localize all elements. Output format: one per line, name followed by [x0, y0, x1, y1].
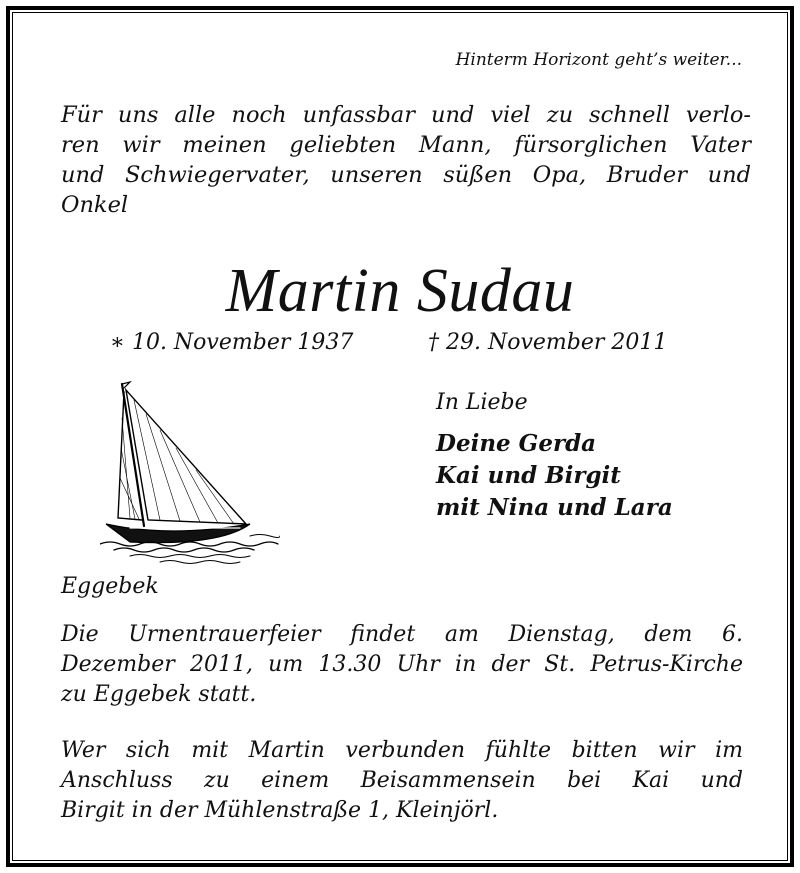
birth-date: ∗ 10. November 1937 [110, 330, 354, 355]
gathering-text [61, 736, 743, 826]
place-name: Eggebek [61, 574, 159, 599]
service-line: Dezember 2011, um 13.30 Uhr in der St. Petrus-Kirche [61, 652, 743, 677]
service-line: zu Eggebek statt. [61, 682, 257, 707]
deceased-name: Martin Sudau [225, 257, 575, 325]
intro-line: ren wir meinen geliebten Mann, fürsorglichen Vater [61, 132, 751, 158]
family-line: Kai und Birgit [436, 462, 621, 489]
in-love-line: In Liebe [436, 390, 528, 415]
family-line: mit Nina und Lara [436, 494, 673, 521]
intro-line: Für uns alle noch unfassbar und viel zu schnell verlo- [61, 102, 751, 128]
funeral-service-text [61, 620, 743, 710]
family-signatures [436, 428, 673, 524]
intro-line: und Schwiegervater, unseren süßen Opa, Bruder und [61, 162, 751, 188]
intro-text [61, 100, 751, 220]
family-line: Deine Gerda [436, 430, 597, 457]
gathering-line: Wer sich mit Martin verbunden fühlte bitten wir im [61, 738, 743, 763]
gathering-line: Anschluss zu einem Beisammensein bei Kai und [61, 768, 743, 793]
death-date: † 29. November 2011 [428, 330, 668, 355]
gathering-line: Birgit in der Mühlenstraße 1, Kleinjörl. [61, 798, 499, 823]
sailboat-illustration [100, 378, 280, 568]
service-line: Die Urnentrauerfeier findet am Dienstag, dem 6. [61, 622, 743, 647]
motto: Hinterm Horizont geht’s weiter... [455, 50, 742, 70]
intro-line: Onkel [61, 192, 129, 218]
